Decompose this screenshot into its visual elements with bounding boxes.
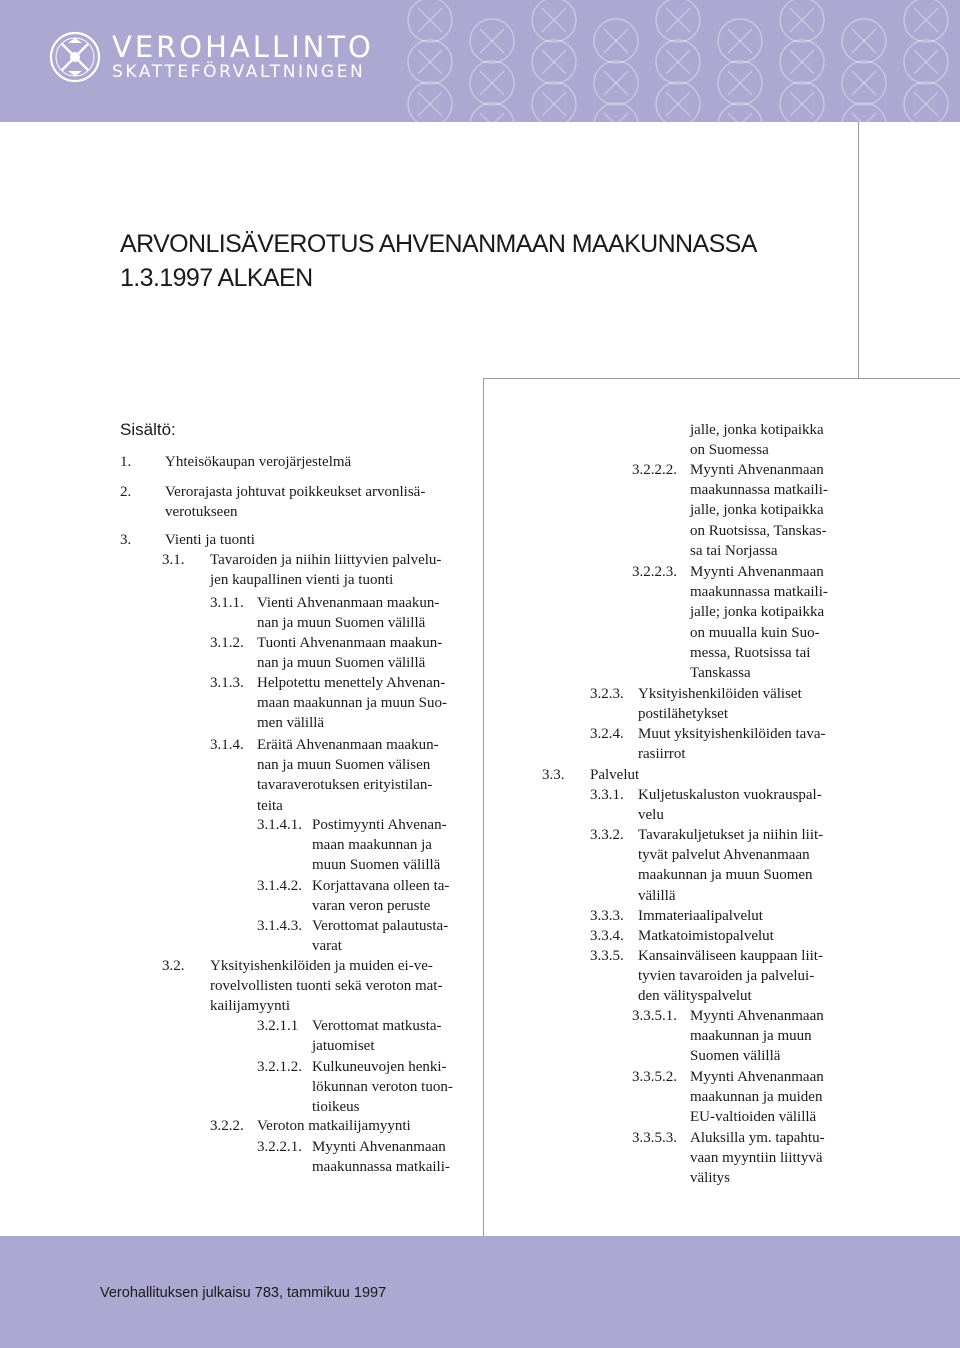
toc-entry-line: Aluksilla ym. tapahtu-: [690, 1130, 825, 1146]
toc-entry-number: 3.1.4.2.: [257, 878, 302, 894]
toc-entry-line: jen kaupallinen vienti ja tuonti: [210, 572, 394, 589]
toc-entry-line: maakunnassa matkaili-: [690, 482, 828, 499]
toc-entry-title: [638, 926, 774, 946]
contents-heading: Sisältö:: [120, 420, 176, 439]
toc-entry-line: jalle, jonka kotipaikka: [690, 502, 824, 519]
toc-entry-line: men välillä: [257, 715, 325, 732]
toc-entry-number: 3.1.2.: [210, 635, 244, 651]
toc-entry-line: nan ja muun Suomen välillä: [257, 655, 426, 672]
toc-entry-line: jalle, jonka kotipaikka: [690, 422, 824, 438]
grid-line-vertical: [858, 122, 859, 378]
toc-entry-line: lökunnan veroton tuon-: [312, 1079, 453, 1096]
toc-entry-line: Myynti Ahvenanmaan: [690, 564, 824, 580]
toc-entry-line: Veroton matkailijamyynti: [257, 1118, 411, 1134]
toc-entry-title: [165, 452, 351, 472]
toc-entry-title: [690, 1006, 824, 1067]
toc-entry-line: Palvelut: [590, 767, 640, 783]
toc-entry-line: Myynti Ahvenanmaan: [312, 1139, 446, 1155]
brand-logo: [48, 30, 374, 84]
toc-entry-line: Helpotettu menettely Ahvenan-: [257, 675, 446, 691]
toc-entry-line: Postimyynti Ahvenan-: [312, 817, 447, 833]
toc-entry-number: 3.3.1.: [590, 787, 624, 803]
toc-entry-line: tavaraverotuksen erityistilan-: [257, 777, 433, 794]
toc-entry-line: verotukseen: [165, 504, 238, 521]
toc-entry-number: 2.: [120, 484, 132, 500]
toc-entry-number: 3.2.3.: [590, 686, 624, 702]
toc-entry-title: [638, 684, 802, 724]
toc-entry-line: Korjattavana olleen ta-: [312, 878, 450, 894]
toc-entry-title: [312, 876, 449, 916]
toc-entry-line: maakunnassa matkaili-: [690, 584, 828, 601]
toc-entry-number: 3.2.1.1: [257, 1018, 299, 1034]
toc-entry-number: 1.: [120, 454, 132, 470]
toc-entry-number: 3.2.1.2.: [257, 1059, 302, 1075]
toc-entry-number: 3.2.2.3.: [632, 564, 677, 580]
publication-info: Verohallituksen julkaisu 783, tammikuu 1997: [100, 1285, 387, 1301]
toc-entry-line: tioikeus: [312, 1099, 360, 1116]
toc-entry-title: [690, 460, 828, 561]
toc-entry-number: 3.1.4.3.: [257, 918, 302, 934]
toc-entry-line: Matkatoimistopalvelut: [638, 928, 774, 944]
document-title: [120, 227, 757, 295]
toc-entry-line: Muut yksityishenkilöiden tava-: [638, 726, 826, 742]
toc-entry-line: rasiirrot: [638, 746, 686, 763]
toc-entry-number: 3.1.: [162, 552, 185, 568]
toc-entry-line: Myynti Ahvenanmaan: [690, 1008, 824, 1024]
toc-entry-line: Verorajasta johtuvat poikkeukset arvonlisä-: [165, 484, 426, 500]
toc-entry-line: Tavaroiden ja niihin liittyvien palvelu-: [210, 552, 442, 568]
toc-entry-title: [638, 946, 823, 1007]
footer-band: [0, 1236, 960, 1348]
toc-entry-line: on Ruotsissa, Tanskas-: [690, 522, 827, 539]
toc-entry-line: Yhteisökaupan verojärjestelmä: [165, 454, 352, 470]
toc-entry-line: on muualla kuin Suo-: [690, 624, 820, 641]
toc-entry-line: Verottomat palautusta-: [312, 918, 449, 934]
toc-entry-title: [312, 1016, 442, 1056]
toc-entry-title: [257, 735, 439, 816]
toc-entry-number: 3.1.3.: [210, 675, 244, 691]
toc-entry-line: Vienti ja tuonti: [165, 532, 255, 548]
toc-entry-title: [210, 550, 441, 590]
toc-entry-line: tyvien tavaroiden ja palvelui-: [638, 968, 815, 985]
toc-entry-title: [690, 1128, 825, 1189]
toc-entry-title: [590, 765, 639, 785]
toc-entry-title: [638, 785, 822, 825]
toc-entry-title: [312, 916, 448, 956]
toc-entry-title: [312, 1137, 450, 1177]
toc-entry-line: välillä: [638, 887, 676, 904]
toc-entry-number: 3.3.5.2.: [632, 1069, 677, 1085]
toc-entry-line: Yksityishenkilöiden väliset: [638, 686, 802, 702]
toc-entry-line: postilähetykset: [638, 706, 728, 723]
toc-entry-number: 3.1.4.1.: [257, 817, 302, 833]
toc-entry-number: 3.2.2.: [210, 1118, 244, 1134]
toc-entry-title: [312, 1057, 453, 1118]
toc-entry-line: nan ja muun Suomen välillä: [257, 615, 426, 632]
toc-entry-line: Yksityishenkilöiden ja muiden ei-ve-: [210, 958, 433, 974]
toc-entry-line: maakunnan ja muun Suomen: [638, 867, 813, 884]
toc-entry-title: [690, 562, 828, 683]
toc-entry-number: 3.3.5.: [590, 948, 624, 964]
tax-administration-seal-icon: [48, 30, 102, 84]
toc-entry-line: Tavarakuljetukset ja niihin liit-: [638, 827, 824, 843]
toc-entry-line: Kuljetuskaluston vuokrauspal-: [638, 787, 822, 803]
toc-entry-title: [638, 906, 763, 926]
toc-entry-line: varat: [312, 938, 342, 955]
toc-entry-line: Verottomat matkusta-: [312, 1018, 442, 1034]
toc-entry-line: maakunnassa matkaili-: [312, 1159, 450, 1176]
toc-entry-title: [257, 633, 442, 673]
toc-entry-line: Tuonti Ahvenanmaan maakun-: [257, 635, 443, 651]
toc-entry-title: [638, 825, 823, 906]
brand-name-swedish: SKATTEFÖRVALTNINGEN: [112, 62, 366, 82]
toc-entry-line: Myynti Ahvenanmaan: [690, 1069, 824, 1085]
toc-entry-line: Immateriaalipalvelut: [638, 908, 763, 924]
toc-entry-line: varan veron peruste: [312, 898, 431, 915]
toc-entry-number: 3.3.3.: [590, 908, 624, 924]
toc-entry-line: Eräitä Ahvenanmaan maakun-: [257, 737, 439, 753]
toc-entry-number: 3.2.2.2.: [632, 462, 677, 478]
toc-entry-number: 3.3.5.3.: [632, 1130, 677, 1146]
toc-entry-title: [257, 673, 447, 734]
toc-entry-line: Suomen välillä: [690, 1048, 781, 1065]
toc-entry-number: 3.1.1.: [210, 595, 244, 611]
header-band: [0, 0, 960, 122]
toc-entry-line: Kulkuneuvojen henki-: [312, 1059, 447, 1075]
toc-entry-title: [312, 815, 447, 876]
toc-entry-title: [165, 482, 425, 522]
toc-entry-title: [257, 593, 439, 633]
toc-entry-number: 3.2.2.1.: [257, 1139, 302, 1155]
toc-entry-line: rovelvollisten tuonti sekä veroton mat-: [210, 978, 443, 995]
toc-entry-number: 3.2.4.: [590, 726, 624, 742]
toc-entry-line: maan maakunnan ja muun Suo-: [257, 695, 447, 712]
toc-entry-number: 3.: [120, 532, 132, 548]
toc-entry-number: 3.3.4.: [590, 928, 624, 944]
toc-entry-line: Tanskassa: [690, 665, 751, 682]
grid-line-vertical: [483, 378, 484, 1236]
toc-entry-line: den välityspalvelut: [638, 988, 752, 1005]
toc-entry-title: [690, 420, 824, 460]
toc-entry-line: maakunnan ja muun: [690, 1028, 812, 1045]
toc-entry-number: 3.3.: [542, 767, 565, 783]
toc-entry-number: 3.2.: [162, 958, 185, 974]
toc-entry-line: Kansainväliseen kauppaan liit-: [638, 948, 823, 964]
toc-entry-title: [690, 1067, 824, 1128]
toc-entry-line: velu: [638, 807, 664, 824]
toc-entry-line: välitys: [690, 1170, 730, 1187]
toc-entry-line: teita: [257, 797, 283, 814]
toc-entry-line: vaan myyntiin liittyvä: [690, 1150, 823, 1167]
toc-entry-line: jatuomiset: [312, 1038, 375, 1055]
toc-entry-line: messa, Ruotsissa tai: [690, 644, 811, 661]
toc-entry-line: tyvät palvelut Ahvenanmaan: [638, 847, 810, 864]
toc-entry-line: Vienti Ahvenanmaan maakun-: [257, 595, 440, 611]
toc-entry-line: kailijamyynti: [210, 998, 290, 1015]
toc-entry-line: muun Suomen välillä: [312, 857, 441, 874]
toc-entry-title: [257, 1116, 411, 1136]
toc-entry-number: 3.1.4.: [210, 737, 244, 753]
toc-entry-line: jalle; jonka kotipaikka: [690, 604, 825, 621]
toc-entry-line: EU-valtioiden välillä: [690, 1109, 817, 1126]
toc-entry-title: [210, 956, 442, 1017]
toc-entry-number: 3.3.5.1.: [632, 1008, 677, 1024]
toc-entry-title: [165, 530, 255, 550]
title-line: ARVONLISÄVEROTUS AHVENANMAAN MAAKUNNASSA: [120, 230, 757, 258]
toc-entry-number: 3.3.2.: [590, 827, 624, 843]
toc-entry-line: nan ja muun Suomen välisen: [257, 757, 431, 774]
grid-line-horizontal: [483, 378, 960, 379]
brand-name: VEROHALLINTO: [112, 30, 374, 64]
toc-entry-line: maakunnan ja muiden: [690, 1089, 823, 1106]
toc-entry-line: maan maakunnan ja: [312, 837, 432, 854]
title-line: 1.3.1997 ALKAEN: [120, 264, 313, 292]
toc-entry-line: on Suomessa: [690, 442, 769, 459]
toc-entry-line: sa tai Norjassa: [690, 542, 778, 559]
toc-entry-line: Myynti Ahvenanmaan: [690, 462, 824, 478]
toc-entry-title: [638, 724, 825, 764]
